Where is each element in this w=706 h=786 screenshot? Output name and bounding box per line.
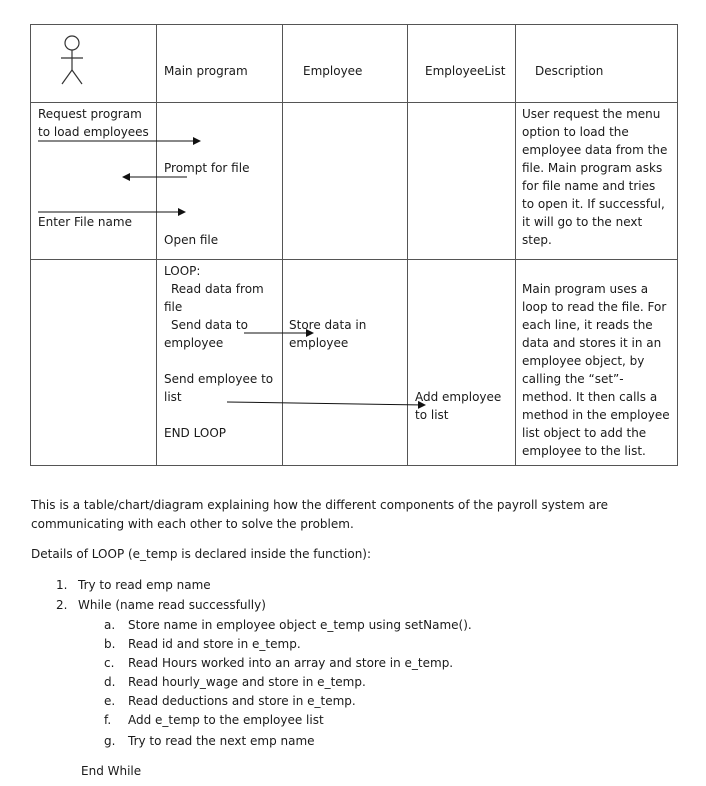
header-main-program: Main program	[164, 64, 248, 78]
intro-paragraph: This is a table/chart/diagram explaining how the different components of the payroll system are communicating with each other to solve the problem.	[31, 498, 609, 531]
list-item: f. Add e_temp to the employee list	[104, 713, 324, 727]
end-while: End While	[81, 764, 142, 778]
header-employee: Employee	[303, 64, 363, 78]
list-item: g. Try to read the next emp name	[104, 734, 315, 748]
main-send-data: Send data to employee	[164, 318, 248, 350]
list-item: d. Read hourly_wage and store in e_temp.	[104, 675, 366, 689]
row1-description: User request the menu option to load the employee data from the file. Main program asks for file name and tries to open it. If successful, it will go to the next step.	[522, 107, 668, 247]
list-item: c. Read Hours worked into an array and store in e_temp.	[104, 656, 454, 670]
row2-description: Main program uses a loop to read the file. For each line, it reads the data and stores it in an employee object, by calling the “set”- method. It then calls a method in the employee list object to add the employee to the list.	[522, 282, 670, 458]
list-item: a. Store name in employee object e_temp using setName().	[104, 618, 472, 632]
header-employee-list: EmployeeList	[425, 64, 506, 78]
arrow-send-to-list	[227, 402, 425, 405]
list-item: e. Read deductions and store in e_temp.	[104, 694, 356, 708]
actor-message-enter-file: Enter File name	[38, 215, 132, 229]
list-item: b. Read id and store in e_temp.	[104, 637, 301, 651]
main-end-loop: END LOOP	[164, 426, 226, 440]
list-item: 1. Try to read emp name	[56, 578, 211, 592]
header-description: Description	[535, 64, 604, 78]
list-add-employee: Add employee to list	[415, 390, 502, 422]
main-send-employee-to-list: Send employee to list	[164, 372, 274, 404]
main-read-data: Read data from file	[164, 282, 264, 314]
main-loop-label: LOOP:	[164, 264, 201, 278]
actor-message-request: Request program to load employees	[38, 107, 149, 139]
main-open-file: Open file	[164, 233, 219, 247]
main-prompt-for-file: Prompt for file	[164, 161, 250, 175]
details-heading: Details of LOOP (e_temp is declared inside the function):	[31, 547, 372, 561]
employee-store-data: Store data in employee	[289, 318, 367, 350]
list-item: 2. While (name read successfully)	[56, 598, 266, 612]
